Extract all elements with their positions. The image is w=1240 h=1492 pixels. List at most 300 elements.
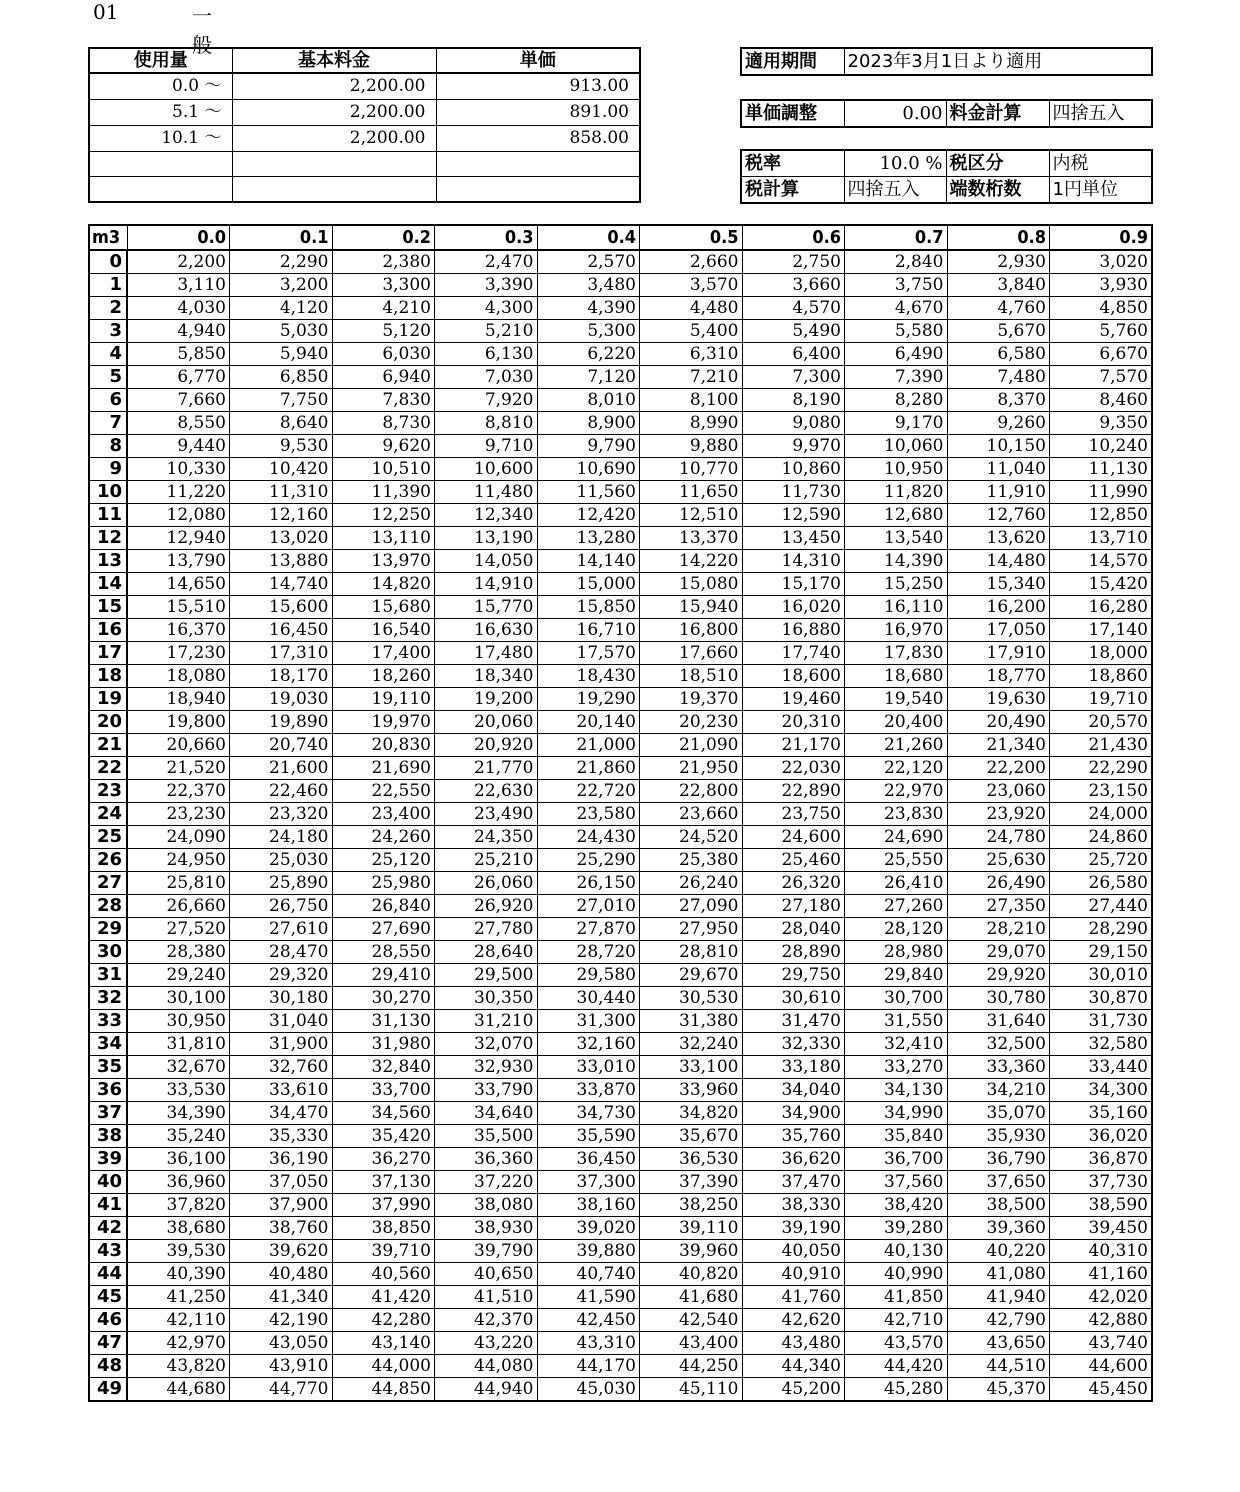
fee-cell: 25,720 — [1050, 849, 1153, 872]
tier-base-fee: 2,200.00 — [232, 73, 436, 100]
fee-cell: 43,910 — [230, 1355, 333, 1378]
fee-cell: 27,690 — [332, 918, 435, 941]
fee-cell: 11,650 — [640, 481, 743, 504]
fee-cell: 4,760 — [947, 297, 1050, 320]
fee-cell: 35,070 — [947, 1102, 1050, 1125]
fee-row — [89, 849, 1152, 872]
fee-cell: 24,000 — [1050, 803, 1153, 826]
fee-cell: 43,480 — [742, 1332, 845, 1355]
fee-cell: 43,740 — [1050, 1332, 1153, 1355]
fee-cell: 17,660 — [640, 642, 743, 665]
fee-cell: 15,770 — [435, 596, 538, 619]
fee-cell: 9,710 — [435, 435, 538, 458]
fee-cell: 13,710 — [1050, 527, 1153, 550]
fee-cell: 6,580 — [947, 343, 1050, 366]
fee-cell: 19,970 — [332, 711, 435, 734]
fee-cell: 40,480 — [230, 1263, 333, 1286]
fee-cell: 11,820 — [845, 481, 948, 504]
fee-cell: 14,390 — [845, 550, 948, 573]
fee-cell: 37,050 — [230, 1171, 333, 1194]
fee-cell: 33,360 — [947, 1056, 1050, 1079]
fee-cell: 25,210 — [435, 849, 538, 872]
fee-cell: 39,190 — [742, 1217, 845, 1240]
fee-cell: 36,790 — [947, 1148, 1050, 1171]
fee-cell: 39,450 — [1050, 1217, 1153, 1240]
fee-row — [89, 320, 1152, 343]
fee-cell: 42,540 — [640, 1309, 743, 1332]
fee-row-header: 36 — [89, 1079, 127, 1102]
fee-cell: 12,340 — [435, 504, 538, 527]
fee-cell: 10,860 — [742, 458, 845, 481]
fee-cell: 12,940 — [127, 527, 230, 550]
fee-row — [89, 619, 1152, 642]
fee-cell: 40,650 — [435, 1263, 538, 1286]
fee-row-header: 31 — [89, 964, 127, 987]
fee-cell: 25,120 — [332, 849, 435, 872]
fee-cell: 31,210 — [435, 1010, 538, 1033]
fee-cell: 17,230 — [127, 642, 230, 665]
fee-row — [89, 1125, 1152, 1148]
fee-cell: 3,480 — [537, 274, 640, 297]
fee-cell: 21,860 — [537, 757, 640, 780]
fee-row — [89, 1263, 1152, 1286]
fee-cell: 8,990 — [640, 412, 743, 435]
fee-cell: 7,920 — [435, 389, 538, 412]
fee-cell: 22,720 — [537, 780, 640, 803]
fee-row — [89, 573, 1152, 596]
fee-cell: 41,940 — [947, 1286, 1050, 1309]
fee-cell: 3,750 — [845, 274, 948, 297]
fee-table — [88, 224, 1153, 1402]
fee-cell: 23,060 — [947, 780, 1050, 803]
fee-cell: 2,660 — [640, 250, 743, 274]
fee-cell: 3,660 — [742, 274, 845, 297]
tariff-name: 一般 — [192, 4, 212, 57]
fee-cell: 4,300 — [435, 297, 538, 320]
fee-cell: 30,700 — [845, 987, 948, 1010]
fee-cell: 39,790 — [435, 1240, 538, 1263]
fee-cell: 22,370 — [127, 780, 230, 803]
fee-cell: 21,770 — [435, 757, 538, 780]
fee-cell: 25,380 — [640, 849, 743, 872]
fee-cell: 14,310 — [742, 550, 845, 573]
fee-cell: 37,900 — [230, 1194, 333, 1217]
fee-cell: 24,520 — [640, 826, 743, 849]
adjust-row — [741, 100, 1152, 127]
fee-cell: 22,460 — [230, 780, 333, 803]
fee-cell: 7,480 — [947, 366, 1050, 389]
fee-cell: 31,640 — [947, 1010, 1050, 1033]
fee-cell: 34,730 — [537, 1102, 640, 1125]
fee-cell: 29,580 — [537, 964, 640, 987]
fee-col-header: 0.3 — [435, 225, 538, 250]
tier-unit-price: 913.00 — [436, 73, 640, 100]
period-box — [740, 47, 1153, 76]
tier-base-fee: 2,200.00 — [232, 126, 436, 152]
fee-cell: 31,550 — [845, 1010, 948, 1033]
fee-cell: 15,170 — [742, 573, 845, 596]
fee-cell: 19,630 — [947, 688, 1050, 711]
fee-row — [89, 757, 1152, 780]
fee-row — [89, 711, 1152, 734]
fee-row — [89, 412, 1152, 435]
fee-cell: 10,330 — [127, 458, 230, 481]
fee-cell: 23,660 — [640, 803, 743, 826]
fee-cell: 32,240 — [640, 1033, 743, 1056]
fee-cell: 28,470 — [230, 941, 333, 964]
fee-cell: 24,350 — [435, 826, 538, 849]
fee-cell: 41,160 — [1050, 1263, 1153, 1286]
fee-cell: 18,170 — [230, 665, 333, 688]
fee-col-header: 0.6 — [742, 225, 845, 250]
fee-row — [89, 1056, 1152, 1079]
fee-cell: 29,150 — [1050, 941, 1153, 964]
fee-cell: 28,380 — [127, 941, 230, 964]
fee-cell: 33,010 — [537, 1056, 640, 1079]
fee-cell: 42,710 — [845, 1309, 948, 1332]
fee-cell: 10,950 — [845, 458, 948, 481]
fee-cell: 15,080 — [640, 573, 743, 596]
fee-cell: 20,660 — [127, 734, 230, 757]
period-row — [741, 48, 1152, 75]
fee-cell: 12,850 — [1050, 504, 1153, 527]
fee-cell: 19,460 — [742, 688, 845, 711]
fee-row-header: 16 — [89, 619, 127, 642]
fee-cell: 33,530 — [127, 1079, 230, 1102]
fee-row-header: 24 — [89, 803, 127, 826]
fee-cell: 38,330 — [742, 1194, 845, 1217]
fee-cell: 37,820 — [127, 1194, 230, 1217]
fee-cell: 44,850 — [332, 1378, 435, 1402]
fee-cell: 7,570 — [1050, 366, 1153, 389]
fee-row — [89, 1355, 1152, 1378]
fee-cell: 44,510 — [947, 1355, 1050, 1378]
fee-cell: 44,770 — [230, 1378, 333, 1402]
fee-cell: 35,160 — [1050, 1102, 1153, 1125]
fee-row — [89, 481, 1152, 504]
fee-cell: 40,050 — [742, 1240, 845, 1263]
fee-cell: 29,670 — [640, 964, 743, 987]
fee-cell: 19,370 — [640, 688, 743, 711]
fee-cell: 33,610 — [230, 1079, 333, 1102]
fee-cell: 5,670 — [947, 320, 1050, 343]
fee-cell: 21,430 — [1050, 734, 1153, 757]
fee-cell: 29,750 — [742, 964, 845, 987]
fee-row-header: 13 — [89, 550, 127, 573]
tier-header-row — [89, 48, 640, 73]
fee-cell: 39,110 — [640, 1217, 743, 1240]
fee-cell: 27,260 — [845, 895, 948, 918]
fee-cell: 43,050 — [230, 1332, 333, 1355]
fee-cell: 44,420 — [845, 1355, 948, 1378]
fee-cell: 31,300 — [537, 1010, 640, 1033]
fee-cell: 2,750 — [742, 250, 845, 274]
fee-cell: 4,940 — [127, 320, 230, 343]
fee-cell: 8,810 — [435, 412, 538, 435]
tier-unit-price: 858.00 — [436, 126, 640, 152]
fee-cell: 18,340 — [435, 665, 538, 688]
fee-cell: 34,300 — [1050, 1079, 1153, 1102]
fee-cell: 39,710 — [332, 1240, 435, 1263]
fee-cell: 39,620 — [230, 1240, 333, 1263]
fee-row — [89, 297, 1152, 320]
fee-cell: 41,340 — [230, 1286, 333, 1309]
fee-cell: 43,570 — [845, 1332, 948, 1355]
fee-cell: 3,300 — [332, 274, 435, 297]
fee-cell: 26,920 — [435, 895, 538, 918]
fee-cell: 8,730 — [332, 412, 435, 435]
fee-row-header: 43 — [89, 1240, 127, 1263]
fee-cell: 19,890 — [230, 711, 333, 734]
fee-cell: 22,120 — [845, 757, 948, 780]
fee-cell: 33,270 — [845, 1056, 948, 1079]
fee-cell: 28,550 — [332, 941, 435, 964]
fee-row-header: 41 — [89, 1194, 127, 1217]
fee-cell: 40,390 — [127, 1263, 230, 1286]
fee-cell: 43,650 — [947, 1332, 1050, 1355]
fee-cell: 19,800 — [127, 711, 230, 734]
fee-col-header: 0.0 — [127, 225, 230, 250]
fee-cell: 42,370 — [435, 1309, 538, 1332]
fee-cell: 8,280 — [845, 389, 948, 412]
tier-base-fee: 2,200.00 — [232, 100, 436, 126]
fee-cell: 15,250 — [845, 573, 948, 596]
fee-cell: 7,210 — [640, 366, 743, 389]
fee-cell: 36,530 — [640, 1148, 743, 1171]
fee-col-header: 0.2 — [332, 225, 435, 250]
fee-cell: 20,140 — [537, 711, 640, 734]
fee-cell: 37,130 — [332, 1171, 435, 1194]
fee-cell: 40,910 — [742, 1263, 845, 1286]
fee-cell: 32,930 — [435, 1056, 538, 1079]
fee-cell: 13,280 — [537, 527, 640, 550]
fee-cell: 14,140 — [537, 550, 640, 573]
fee-cell: 11,130 — [1050, 458, 1153, 481]
fee-cell: 23,830 — [845, 803, 948, 826]
fee-cell: 37,220 — [435, 1171, 538, 1194]
fee-row — [89, 826, 1152, 849]
fee-cell: 24,260 — [332, 826, 435, 849]
fee-cell: 3,020 — [1050, 250, 1153, 274]
fee-cell: 10,240 — [1050, 435, 1153, 458]
fee-cell: 4,480 — [640, 297, 743, 320]
fee-cell: 5,850 — [127, 343, 230, 366]
fee-row-header: 9 — [89, 458, 127, 481]
tier-row — [89, 126, 640, 152]
fee-cell: 41,590 — [537, 1286, 640, 1309]
fee-cell: 45,280 — [845, 1378, 948, 1402]
fee-cell: 4,030 — [127, 297, 230, 320]
fee-row — [89, 435, 1152, 458]
fee-cell: 36,190 — [230, 1148, 333, 1171]
fee-cell: 21,260 — [845, 734, 948, 757]
fee-cell: 35,330 — [230, 1125, 333, 1148]
fee-cell: 5,210 — [435, 320, 538, 343]
fee-cell: 26,060 — [435, 872, 538, 895]
fee-corner-label: m3 — [89, 225, 127, 250]
fee-row-header: 34 — [89, 1033, 127, 1056]
fee-cell: 26,840 — [332, 895, 435, 918]
fee-cell: 40,310 — [1050, 1240, 1153, 1263]
fee-cell: 2,200 — [127, 250, 230, 274]
fee-cell: 34,900 — [742, 1102, 845, 1125]
fee-cell: 26,750 — [230, 895, 333, 918]
fee-cell: 23,490 — [435, 803, 538, 826]
fee-cell: 34,130 — [845, 1079, 948, 1102]
fee-cell: 9,620 — [332, 435, 435, 458]
tier-usage — [89, 177, 232, 202]
fee-cell: 18,260 — [332, 665, 435, 688]
fee-row-header: 19 — [89, 688, 127, 711]
fee-cell: 9,350 — [1050, 412, 1153, 435]
fee-row-header: 32 — [89, 987, 127, 1010]
fee-row-header: 33 — [89, 1010, 127, 1033]
fee-cell: 31,900 — [230, 1033, 333, 1056]
fee-cell: 10,510 — [332, 458, 435, 481]
fee-cell: 25,550 — [845, 849, 948, 872]
fee-col-header: 0.9 — [1050, 225, 1153, 250]
fee-table-body — [89, 250, 1152, 1401]
fee-cell: 40,820 — [640, 1263, 743, 1286]
tier-row — [89, 152, 640, 177]
fee-cell: 30,610 — [742, 987, 845, 1010]
fee-cell: 39,880 — [537, 1240, 640, 1263]
fee-row-header: 22 — [89, 757, 127, 780]
fee-cell: 35,930 — [947, 1125, 1050, 1148]
fee-cell: 16,450 — [230, 619, 333, 642]
fee-cell: 31,810 — [127, 1033, 230, 1056]
fee-cell: 8,010 — [537, 389, 640, 412]
fee-row-header: 18 — [89, 665, 127, 688]
fee-cell: 18,000 — [1050, 642, 1153, 665]
fee-cell: 14,820 — [332, 573, 435, 596]
fee-row-header: 44 — [89, 1263, 127, 1286]
fee-row-header: 26 — [89, 849, 127, 872]
fee-cell: 4,670 — [845, 297, 948, 320]
fee-row-header: 45 — [89, 1286, 127, 1309]
fee-cell: 2,840 — [845, 250, 948, 274]
fee-cell: 26,660 — [127, 895, 230, 918]
fee-cell: 38,500 — [947, 1194, 1050, 1217]
fee-cell: 24,430 — [537, 826, 640, 849]
fee-cell: 41,420 — [332, 1286, 435, 1309]
fee-cell: 27,350 — [947, 895, 1050, 918]
fee-cell: 23,230 — [127, 803, 230, 826]
fee-cell: 16,200 — [947, 596, 1050, 619]
fee-cell: 44,680 — [127, 1378, 230, 1402]
fee-cell: 5,760 — [1050, 320, 1153, 343]
fee-cell: 19,710 — [1050, 688, 1153, 711]
fee-cell: 18,770 — [947, 665, 1050, 688]
fee-cell: 6,220 — [537, 343, 640, 366]
fee-row — [89, 458, 1152, 481]
tier-unit-price — [436, 152, 640, 177]
fee-cell: 14,480 — [947, 550, 1050, 573]
fee-row-header: 42 — [89, 1217, 127, 1240]
fee-cell: 22,890 — [742, 780, 845, 803]
fee-cell: 42,620 — [742, 1309, 845, 1332]
fee-row — [89, 1194, 1152, 1217]
fee-cell: 11,390 — [332, 481, 435, 504]
fee-cell: 32,160 — [537, 1033, 640, 1056]
fee-cell: 31,980 — [332, 1033, 435, 1056]
fee-cell: 17,830 — [845, 642, 948, 665]
fee-cell: 38,420 — [845, 1194, 948, 1217]
fee-row — [89, 780, 1152, 803]
fee-cell: 22,970 — [845, 780, 948, 803]
fee-cell: 2,930 — [947, 250, 1050, 274]
fee-cell: 28,210 — [947, 918, 1050, 941]
fee-cell: 12,760 — [947, 504, 1050, 527]
fee-cell: 14,650 — [127, 573, 230, 596]
fee-cell: 30,950 — [127, 1010, 230, 1033]
fee-cell: 30,780 — [947, 987, 1050, 1010]
fee-row — [89, 895, 1152, 918]
fee-cell: 28,120 — [845, 918, 948, 941]
fee-cell: 41,680 — [640, 1286, 743, 1309]
fee-col-header: 0.1 — [230, 225, 333, 250]
tier-col-base-fee: 基本料金 — [232, 48, 436, 73]
fee-cell: 35,670 — [640, 1125, 743, 1148]
fee-cell: 10,600 — [435, 458, 538, 481]
fee-cell: 45,450 — [1050, 1378, 1153, 1402]
fee-cell: 11,480 — [435, 481, 538, 504]
fee-row-header: 3 — [89, 320, 127, 343]
fee-row-header: 5 — [89, 366, 127, 389]
fee-cell: 22,630 — [435, 780, 538, 803]
tier-col-usage: 使用量 — [89, 48, 232, 73]
fee-cell: 19,200 — [435, 688, 538, 711]
fee-cell: 30,530 — [640, 987, 743, 1010]
tier-row — [89, 100, 640, 126]
fee-cell: 4,120 — [230, 297, 333, 320]
fee-cell: 23,920 — [947, 803, 1050, 826]
fee-cell: 33,870 — [537, 1079, 640, 1102]
fee-cell: 23,400 — [332, 803, 435, 826]
fee-row-header: 48 — [89, 1355, 127, 1378]
fee-row-header: 27 — [89, 872, 127, 895]
fee-cell: 25,810 — [127, 872, 230, 895]
fee-cell: 3,390 — [435, 274, 538, 297]
fee-cell: 9,530 — [230, 435, 333, 458]
fee-cell: 7,120 — [537, 366, 640, 389]
fee-row — [89, 1102, 1152, 1125]
fee-cell: 5,580 — [845, 320, 948, 343]
fee-cell: 44,170 — [537, 1355, 640, 1378]
fee-cell: 16,280 — [1050, 596, 1153, 619]
fee-col-header: 0.4 — [537, 225, 640, 250]
fee-cell: 21,170 — [742, 734, 845, 757]
calc-label: 料金計算 — [946, 100, 1049, 127]
fee-cell: 14,220 — [640, 550, 743, 573]
fee-cell: 30,440 — [537, 987, 640, 1010]
fee-cell: 12,250 — [332, 504, 435, 527]
fee-cell: 35,840 — [845, 1125, 948, 1148]
fee-cell: 32,580 — [1050, 1033, 1153, 1056]
fee-row — [89, 550, 1152, 573]
fee-cell: 7,390 — [845, 366, 948, 389]
fee-row — [89, 872, 1152, 895]
fee-cell: 24,180 — [230, 826, 333, 849]
fee-col-header: 0.7 — [845, 225, 948, 250]
fee-cell: 5,300 — [537, 320, 640, 343]
fee-row — [89, 527, 1152, 550]
fee-row — [89, 389, 1152, 412]
fee-row — [89, 1217, 1152, 1240]
fee-cell: 13,020 — [230, 527, 333, 550]
adjust-value: 0.00 — [844, 100, 946, 127]
fee-cell: 25,980 — [332, 872, 435, 895]
